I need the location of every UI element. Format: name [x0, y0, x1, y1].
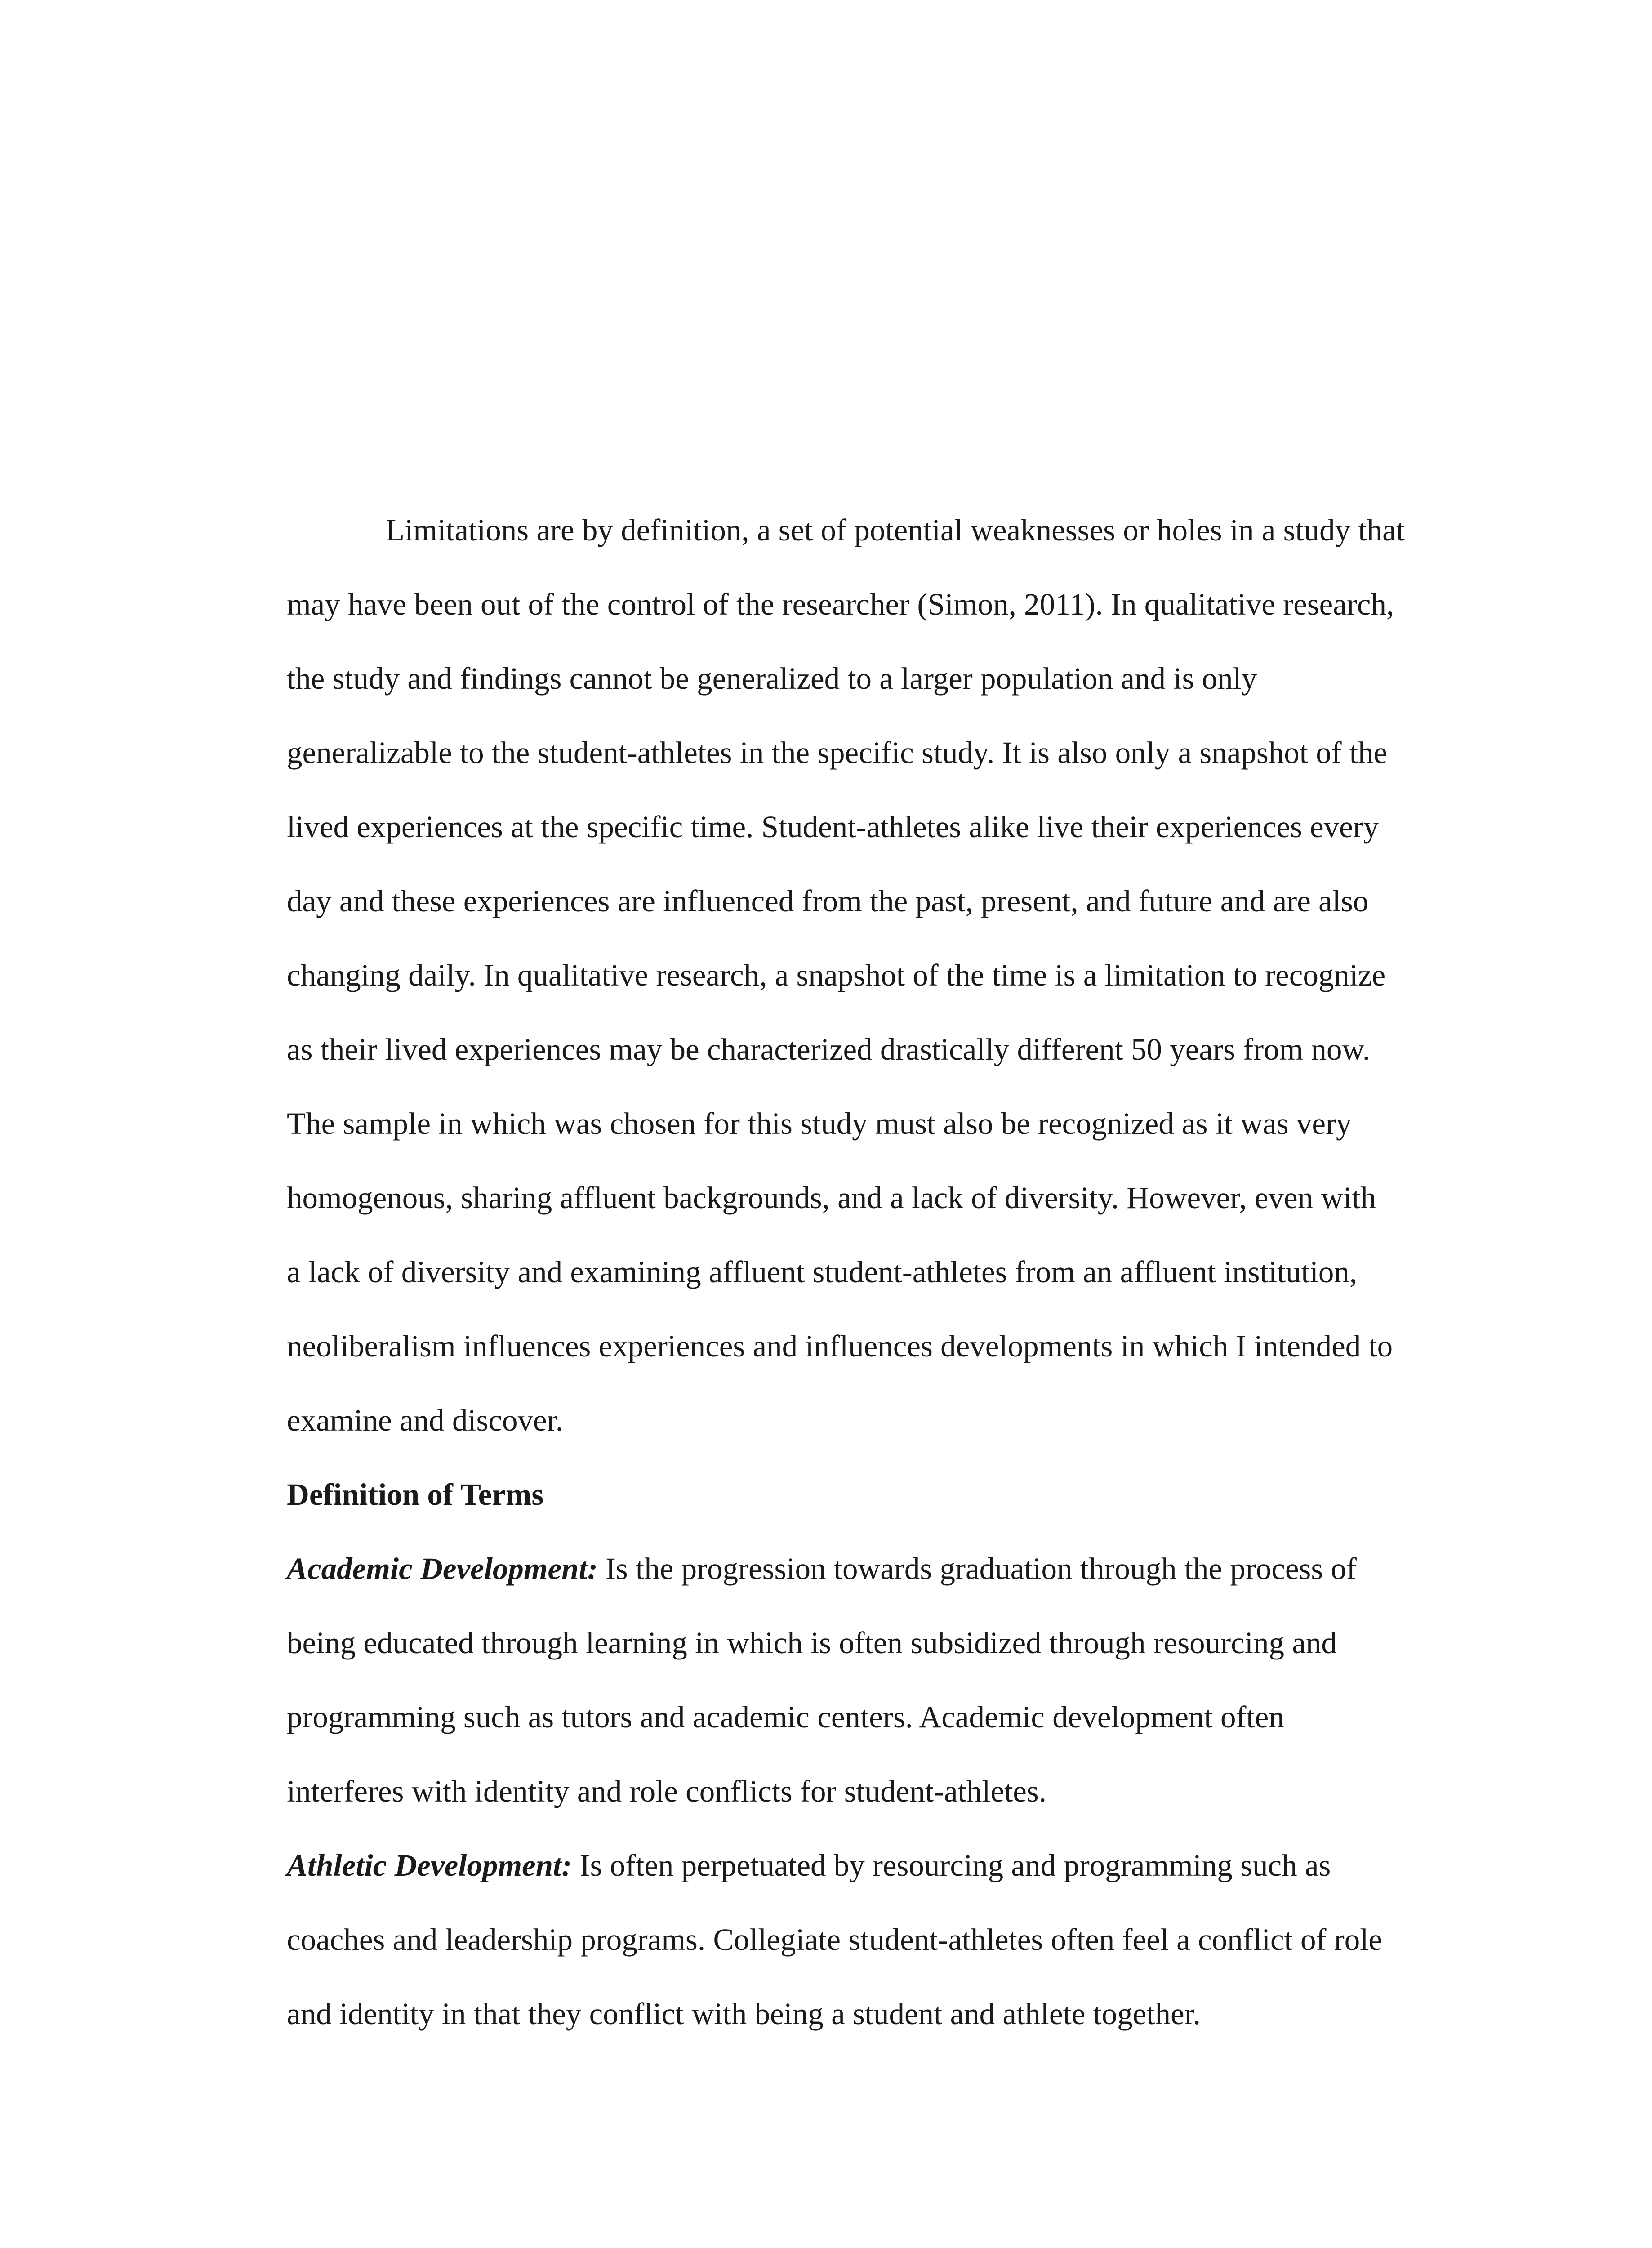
- paragraph-line: changing daily. In qualitative research, a snapshot of the time is a limitation to recognize: [287, 958, 1386, 992]
- page-body: [287, 504, 1474, 2062]
- academic-development-definition: [287, 1543, 1474, 1840]
- section-heading: Definition of Terms: [287, 1477, 544, 1512]
- paragraph-line: a lack of diversity and examining affluent student-athletes from an affluent institution,: [287, 1255, 1358, 1289]
- definition-term: Athletic Development:: [287, 1848, 572, 1882]
- paragraph-line: lived experiences at the specific time. Student-athletes alike live their experiences every: [287, 810, 1379, 844]
- definition-first-line: [287, 1543, 1474, 1617]
- limitations-paragraph: [287, 504, 1474, 1469]
- definition-text: Is the progression towards graduation through the process of: [597, 1552, 1357, 1586]
- paragraph-line: interferes with identity and role conflicts for student-athletes.: [287, 1774, 1046, 1808]
- paragraph-line: Limitations are by definition, a set of potential weaknesses or holes in a study that: [386, 513, 1405, 547]
- athletic-development-definition: [287, 1840, 1474, 2062]
- paragraph-line: may have been out of the control of the researcher (Simon, 2011). In qualitative research,: [287, 587, 1394, 621]
- definition-first-line: [287, 1840, 1474, 1914]
- paragraph-line: and identity in that they conflict with being a student and athlete together.: [287, 1997, 1201, 2031]
- paragraph-line: being educated through learning in which is often subsidized through resourcing and: [287, 1626, 1337, 1660]
- paragraph-line: The sample in which was chosen for this study must also be recognized as it was very: [287, 1106, 1352, 1141]
- paragraph-line: neoliberalism influences experiences and influences developments in which I intended to: [287, 1329, 1393, 1363]
- paragraph-line: generalizable to the student-athletes in the specific study. It is also only a snapshot of the: [287, 736, 1388, 770]
- definition-term: Academic Development:: [287, 1552, 598, 1586]
- paragraph-line: programming such as tutors and academic centers. Academic development often: [287, 1700, 1284, 1734]
- paragraph-line: day and these experiences are influenced from the past, present, and future and are also: [287, 884, 1369, 918]
- paragraph-line: as their lived experiences may be characterized drastically different 50 years from now.: [287, 1032, 1371, 1066]
- paragraph-line: homogenous, sharing affluent backgrounds, and a lack of diversity. However, even with: [287, 1181, 1376, 1215]
- paragraph-line: coaches and leadership programs. Collegiate student-athletes often feel a conflict of role: [287, 1922, 1383, 1957]
- paragraph-line: examine and discover.: [287, 1403, 564, 1437]
- definition-text: Is often perpetuated by resourcing and programming such as: [572, 1848, 1331, 1882]
- paragraph-line: the study and findings cannot be generalized to a larger population and is only: [287, 661, 1257, 696]
